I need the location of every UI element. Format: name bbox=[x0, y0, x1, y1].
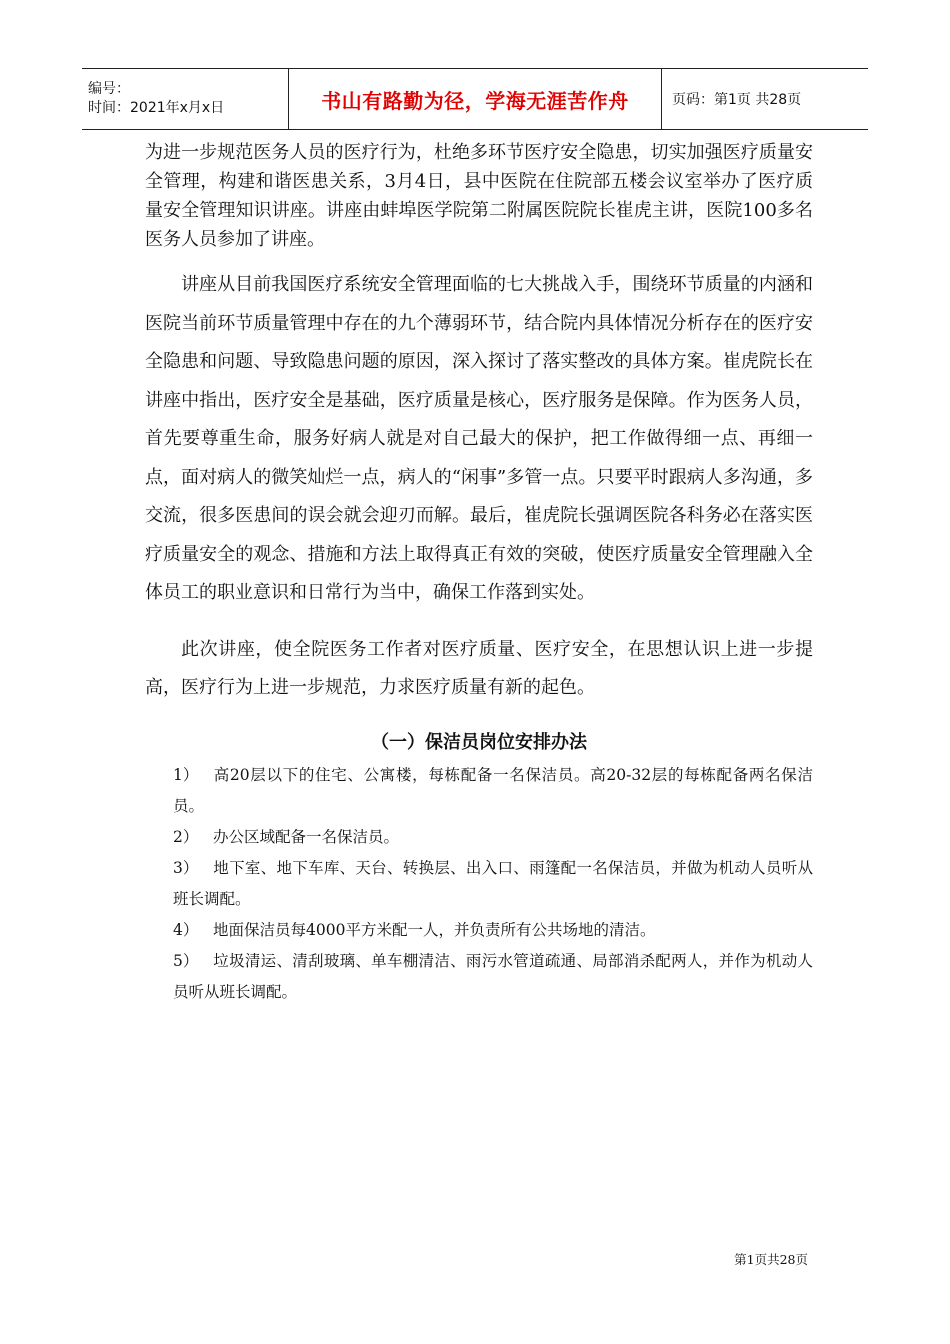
intro-paragraph: 为进一步规范医务人员的医疗行为，杜绝多环节医疗安全隐患，切实加强医疗质量安全管理，构建和谐医患关系，3月4日，县中医院在住院部五楼会议室举办了医疗质量安全管理知识讲座。讲座由蚌埠医学院第二附属医院院长崔虎主讲，医院100多名医务人员参加了讲座。 bbox=[145, 142, 813, 250]
list-item-number: 1） bbox=[173, 765, 199, 784]
page-header bbox=[82, 68, 868, 130]
list-item-number: 4） bbox=[173, 920, 199, 939]
body-paragraph-2: 讲座从目前我国医疗系统安全管理面临的七大挑战入手，围绕环节质量的内涵和医院当前环节质量管理中存在的九个薄弱环节，结合院内具体情况分析存在的医疗安全隐患和问题、导致隐患问题的原因，深入探讨了落实整改的具体方案。崔虎院长在讲座中指出，医疗安全是基础，医疗质量是核心，医疗服务是保障。作为医务人员，首先要尊重生命，服务好病人就是对自己最大的保护，把工作做得细一点、再细一点，面对病人的微笑灿烂一点，病人的“闲事”多管一点。只要平时跟病人多沟通，多交流，很多医患间的误会就会迎刃而解。最后，崔虎院长强调医院各科务必在落实医疗质量安全的观念、措施和方法上取得真正有效的突破，使医疗质量安全管理融入全体员工的职业意识和日常行为当中，确保工作落到实处。 bbox=[145, 274, 813, 603]
list-item-number: 3） bbox=[173, 858, 199, 877]
list-item-text: 办公区域配备一名保洁员。 bbox=[213, 827, 400, 846]
list-item bbox=[173, 760, 813, 822]
list-item bbox=[173, 853, 813, 915]
list-item bbox=[173, 946, 813, 1008]
list-item-text: 地面保洁员每4000平方米配一人，并负责所有公共场地的清洁。 bbox=[213, 920, 656, 939]
list-item-number: 2） bbox=[173, 827, 199, 846]
header-motto: 书山有路勤为径，学海无涯苦作舟 bbox=[289, 69, 662, 129]
page-footer: 第1页共28页 bbox=[734, 1252, 808, 1267]
document-number-label: 编号： bbox=[88, 81, 130, 97]
cleaner-arrangement-list bbox=[145, 760, 813, 1008]
list-item-number: 5） bbox=[173, 951, 199, 970]
list-item-text: 垃圾清运、清刮玻璃、单车棚清洁、雨污水管道疏通、局部消杀配两人，并作为机动人员听从班长调配。 bbox=[173, 951, 813, 1001]
body-paragraph-3: 此次讲座，使全院医务工作者对医疗质量、医疗安全，在思想认识上进一步提高，医疗行为上进一步规范，力求医疗质量有新的起色。 bbox=[145, 638, 813, 698]
header-meta bbox=[82, 69, 289, 129]
document-date: 时间：2021年x月x日 bbox=[88, 100, 225, 116]
list-item bbox=[173, 915, 813, 946]
section-title: （一）保洁员岗位安排办法 bbox=[371, 731, 587, 753]
list-item-text: 地下室、地下车库、天台、转换层、出入口、雨篷配一名保洁员，并做为机动人员听从班长调配。 bbox=[173, 858, 813, 908]
header-page-info: 页码：第1页 共28页 bbox=[672, 92, 802, 108]
list-item bbox=[173, 822, 813, 853]
list-item-text: 高20层以下的住宅、公寓楼，每栋配备一名保洁员。高20-32层的每栋配备两名保洁员。 bbox=[173, 765, 813, 815]
document-body bbox=[145, 138, 813, 1008]
